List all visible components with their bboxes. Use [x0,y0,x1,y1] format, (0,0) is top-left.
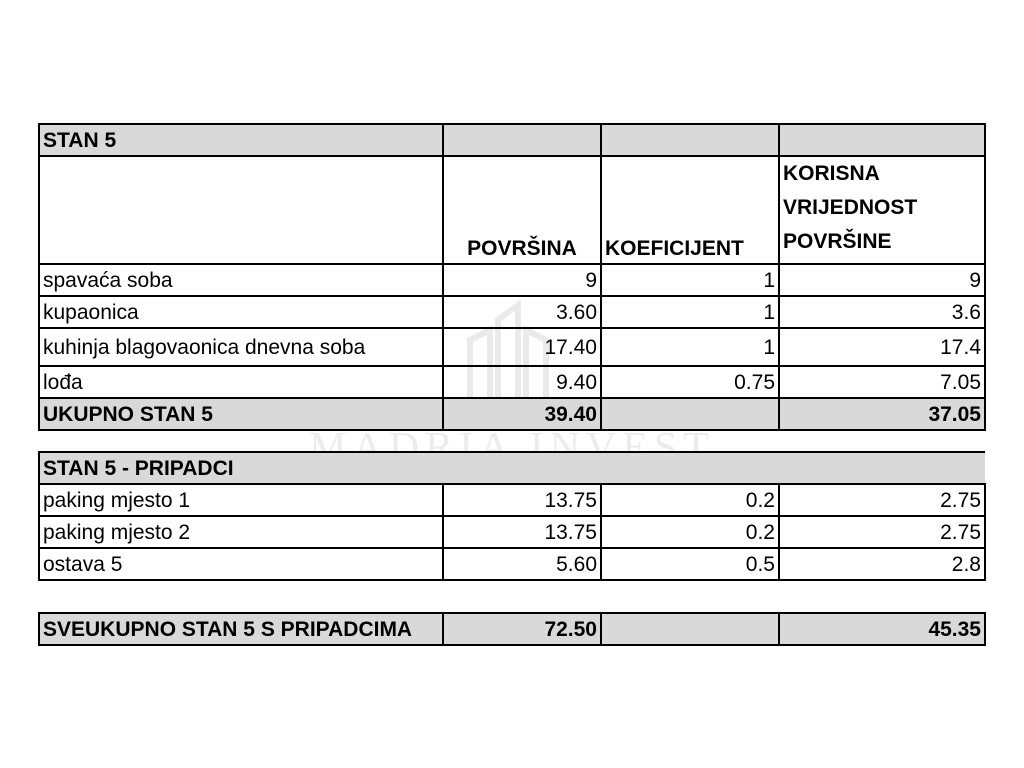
item-name: paking mjesto 1 [39,484,443,516]
grand-total-area: 72.50 [443,613,601,645]
coef-value: 1 [601,296,779,328]
table-row [39,548,985,580]
title-row [39,124,985,156]
empty-cell [601,613,779,645]
coef-value: 0.2 [601,484,779,516]
item-name: paking mjesto 2 [39,516,443,548]
empty-header-cell [39,156,443,264]
header-coefficient: KOEFICIJENT [601,156,779,264]
table-row [39,328,985,366]
area-value: 17.40 [443,328,601,366]
total-useful: 37.05 [779,398,985,430]
useful-value: 17.4 [779,328,985,366]
area-value: 9.40 [443,366,601,398]
empty-cell [443,124,601,156]
area-value: 3.60 [443,296,601,328]
appurtenances-table [38,451,986,581]
table-title: STAN 5 - PRIPADCI [39,452,985,484]
grand-total-useful: 45.35 [779,613,985,645]
header-area: POVRŠINA [443,156,601,264]
table-row [39,264,985,296]
header-useful-line3: POVRŠINE [783,230,892,253]
area-value: 9 [443,264,601,296]
useful-value: 9 [779,264,985,296]
table-row [39,516,985,548]
coef-value: 0.75 [601,366,779,398]
header-useful-line1: KORISNA [783,162,880,185]
table-row [39,366,985,398]
area-value: 5.60 [443,548,601,580]
table-row [39,296,985,328]
room-name: kuhinja blagovaonica dnevna soba [39,328,443,366]
header-row [39,156,985,264]
grand-total-label: SVEUKUPNO STAN 5 S PRIPADCIMA [39,613,443,645]
useful-value: 7.05 [779,366,985,398]
empty-cell [601,398,779,430]
room-name: kupaonica [39,296,443,328]
table-title: STAN 5 [39,124,443,156]
room-name: lođa [39,366,443,398]
empty-cell [779,124,985,156]
coef-value: 0.5 [601,548,779,580]
area-value: 13.75 [443,484,601,516]
grand-total-table [38,612,986,646]
header-useful-line2: VRIJEDNOST [783,196,918,219]
area-value: 13.75 [443,516,601,548]
watermark-text: MADRIA INVEST [309,425,715,471]
useful-value: 2.8 [779,548,985,580]
apartment-table [38,123,986,431]
title-row [39,452,985,484]
item-name: ostava 5 [39,548,443,580]
useful-value: 3.6 [779,296,985,328]
header-useful-area [779,156,985,264]
total-area: 39.40 [443,398,601,430]
total-label: UKUPNO STAN 5 [39,398,443,430]
coef-value: 1 [601,328,779,366]
useful-value: 2.75 [779,484,985,516]
coef-value: 1 [601,264,779,296]
grand-total-row [39,613,985,645]
table-row [39,484,985,516]
total-row [39,398,985,430]
room-name: spavaća soba [39,264,443,296]
useful-value: 2.75 [779,516,985,548]
empty-cell [601,124,779,156]
coef-value: 0.2 [601,516,779,548]
